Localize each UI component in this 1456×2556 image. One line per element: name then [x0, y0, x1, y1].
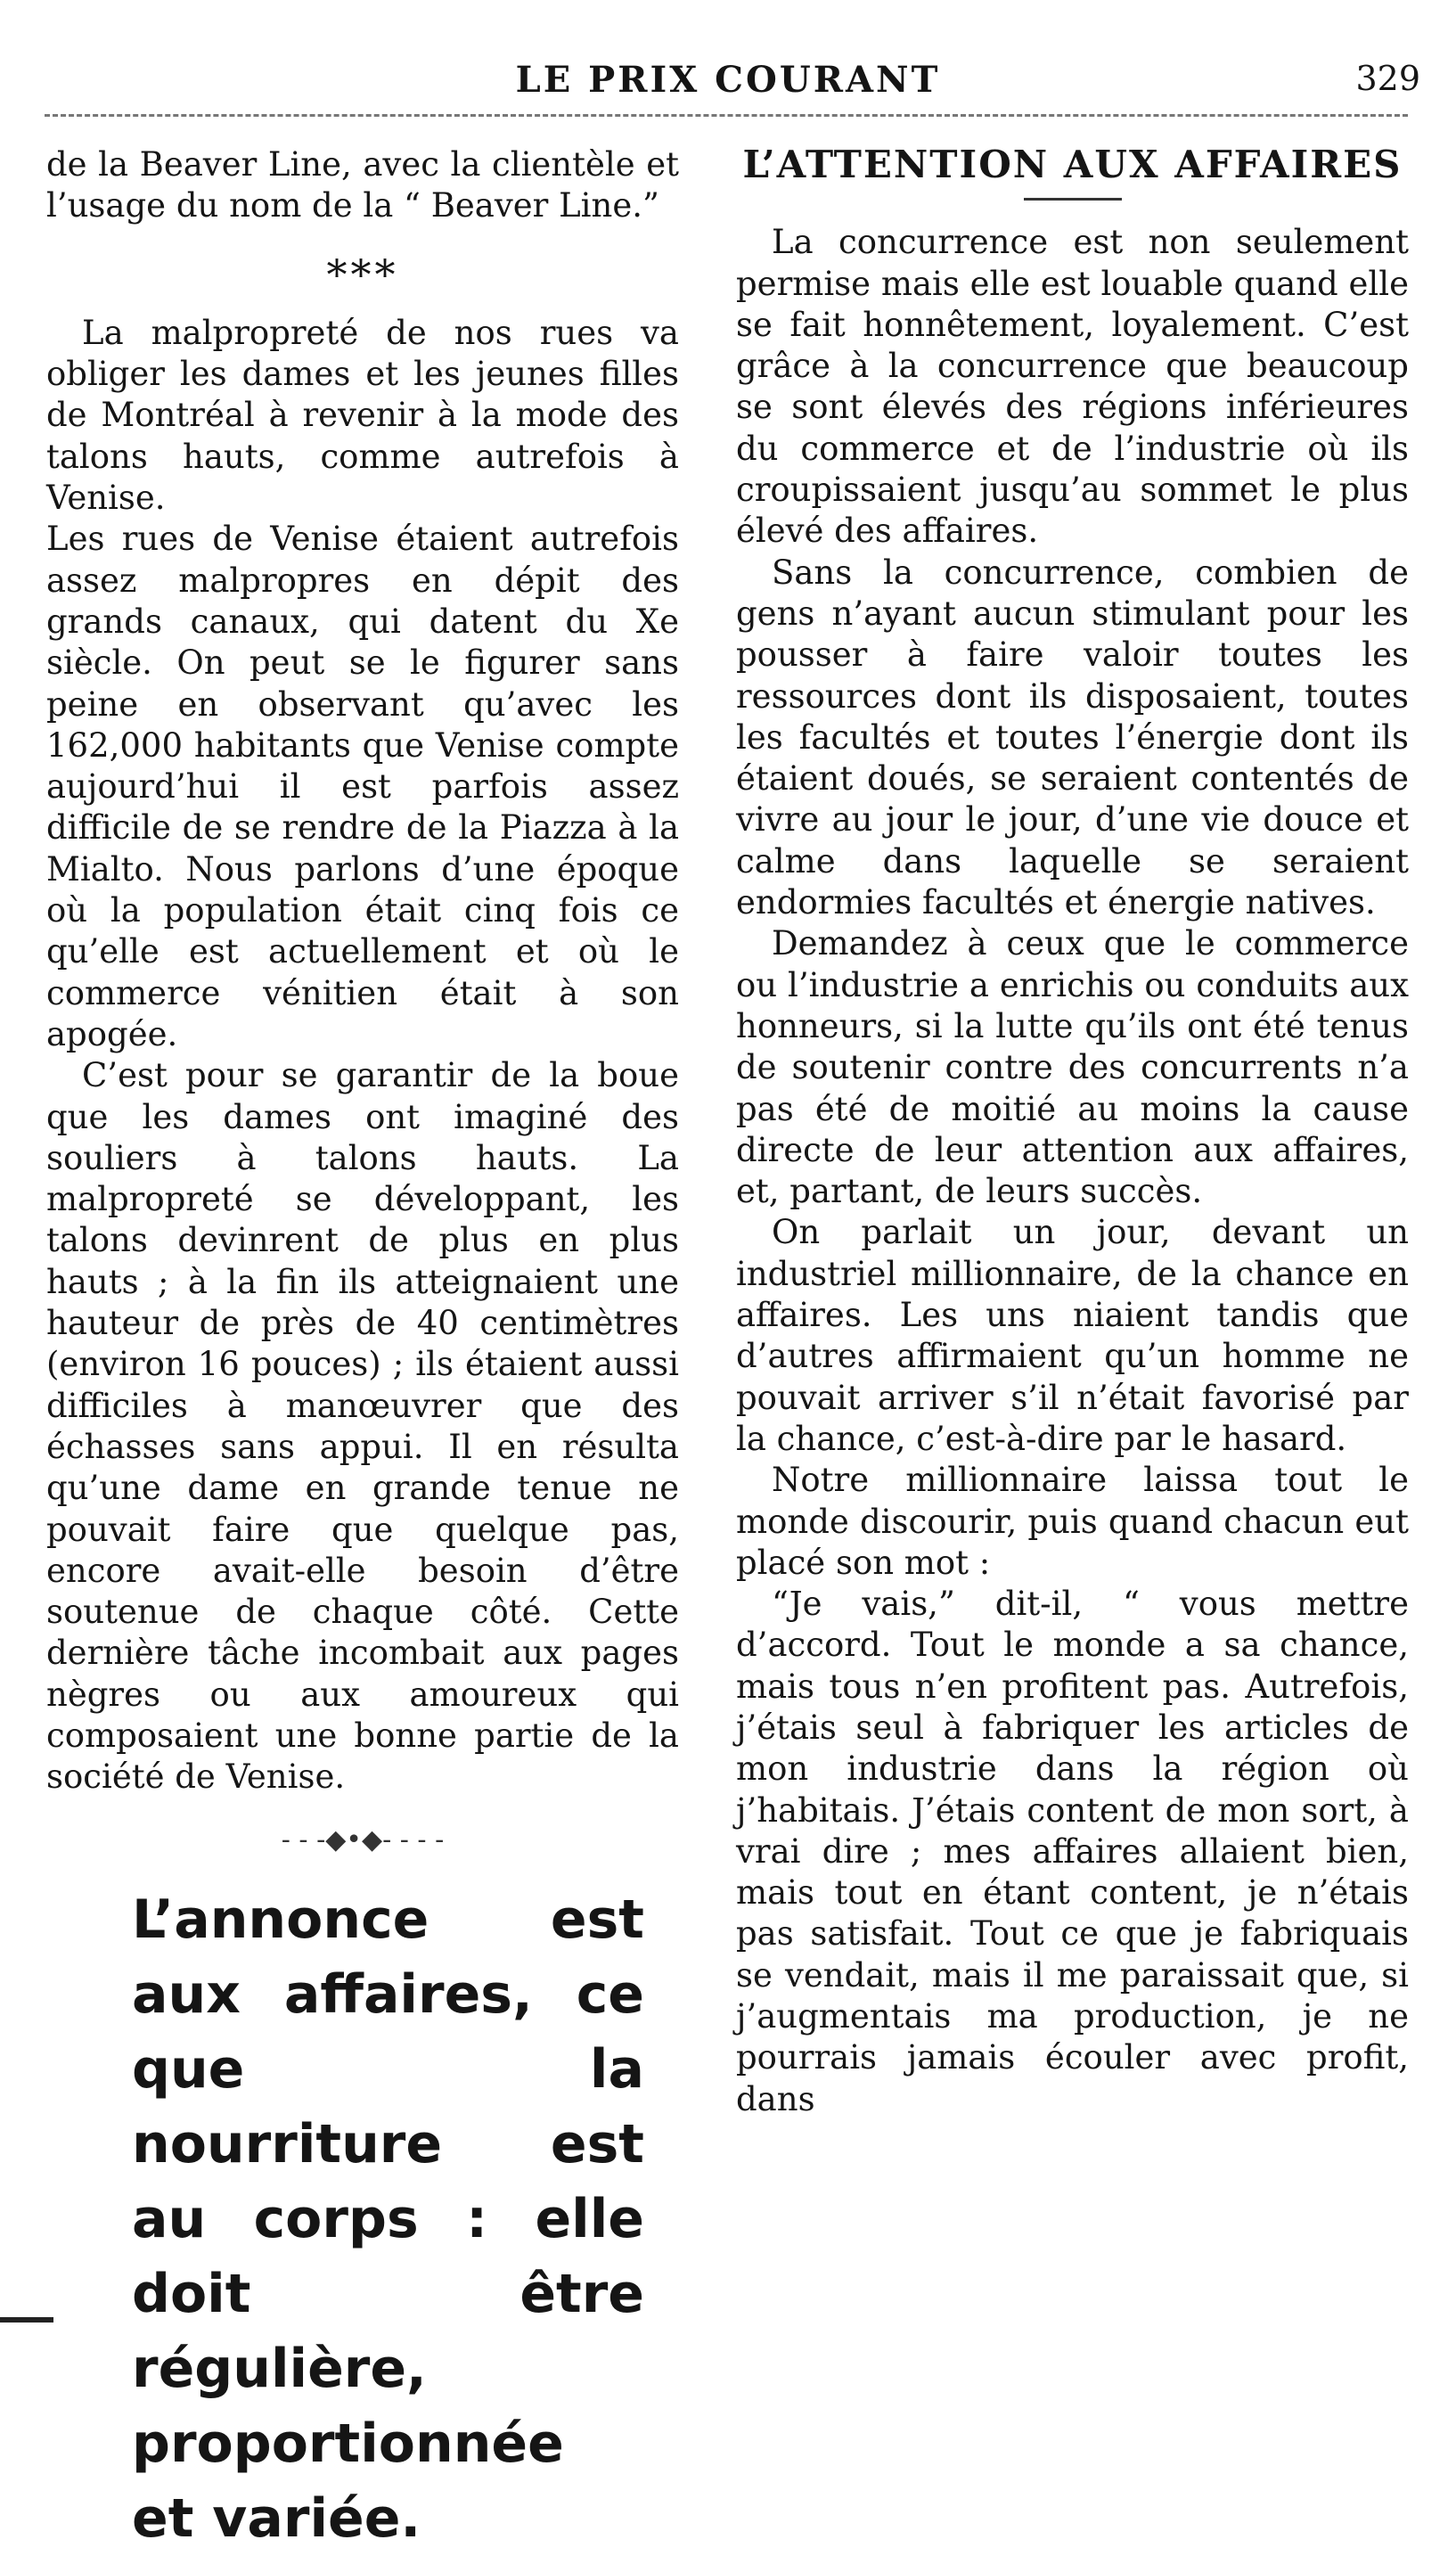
article-title: L’ATTENTION AUX AFFAIRES [742, 143, 1403, 186]
page-number: 329 [1355, 59, 1420, 98]
section-ornament: - - -◆•◆- - - - [281, 1823, 445, 1856]
paragraph: La malpropreté de nos rues va obliger les dames et les jeunes filles de Montréal à revenir à la mode des talons hauts, comme autrefois à Venise. [46, 313, 679, 518]
paragraph: Demandez à ceux que le commerce ou l’industrie a enrichis ou conduits aux honneurs, si la lutte qu’ils ont été tenus de soutenir contre des concurrents n’a pas été de moitié au moins la cause directe de leur attention aux affaires, et, partant, de leurs succès. [736, 924, 1409, 1211]
header-rule [45, 114, 1408, 117]
paragraph: de la Beaver Line, avec la clientèle et l’usage du nom de la “ Beaver Line.” [46, 145, 679, 225]
paragraph: Sans la concurrence, combien de gens n’ayant aucun stimulant pour les pousser à faire valoir toutes les ressources dont ils disposaient, toutes les facultés et toutes l’énergie dont ils étaient doués, se seraient contentés de vivre au jour le jour, d’une vie douce et calme dans laquelle se seraient endormies facultés et énergie natives. [736, 553, 1409, 922]
advertisement-quote: L’annonce est aux affaires, ce que la nourriture est au corps : elle doit être régulière, proportionnée et variée. [132, 1888, 644, 2550]
asterism: *** [326, 250, 399, 299]
paragraph: La concurrence est non seulement permise mais elle est louable quand elle se fait honnêtement, loyalement. C’est grâce à la concurrence que beaucoup se sont élevés des régions inférieures du commerce et de l’industrie où ils croupissaient jusqu’au sommet le plus élevé des affaires. [736, 223, 1409, 551]
title-rule [1024, 198, 1122, 201]
running-title: LE PRIX COURANT [515, 59, 941, 101]
right-column [736, 144, 1409, 2120]
page-header [0, 53, 1456, 116]
paragraph: Notre millionnaire laissa tout le monde discourir, puis quand chacun eut placé son mot : [736, 1461, 1409, 1582]
left-column [46, 144, 679, 2556]
page-edge-mark [0, 2317, 53, 2323]
paragraph: “Je vais,” dit-il, “ vous mettre d’accord. Tout le monde a sa chance, mais tous n’en profitent pas. Autrefois, j’étais seul à fabriquer les articles de mon industrie dans la région où j’habitais. J’étais content de mon sort, à vrai dire ; mes affaires allaient bien, mais tout en étant content, je n’étais pas satisfait. Tout ce que je fabriquais se vendait, mais il me paraissait que, si j’augmentais ma production, je ne pourrais jamais écouler avec profit, dans [736, 1585, 1409, 2118]
paragraph: On parlait un jour, devant un industriel millionnaire, de la chance en affaires. Les uns niaient tandis que d’autres affirmaient qu’un homme ne pouvait arriver s’il n’était favorisé par la chance, c’est-à-dire par le hasard. [736, 1213, 1409, 1458]
paragraph: C’est pour se garantir de la boue que les dames ont imaginé des souliers à talons hauts. La malpropreté se développant, les talons devinrent de plus en plus hauts ; à la fin ils atteignaient une hauteur de près de 40 centimètres (environ 16 pouces) ; ils étaient aussi difficiles à manœuvrer que des échasses sans appui. Il en résulta qu’une dame en grande tenue ne pouvait faire que quelque pas, encore avait-elle besoin d’être soutenue de chaque côté. Cette dernière tâche incombait aux pages nègres ou aux amoureux qui composaient une bonne partie de la société de Venise. [46, 1056, 679, 1797]
paragraph: Les rues de Venise étaient autrefois assez malpropres en dépit des grands canaux, qui datent du Xe siècle. On peut se le figurer sans peine en observant qu’avec les 162,000 habitants que Venise compte aujourd’hui il est parfois assez difficile de se rendre de la Piazza à la Mialto. Nous parlons d’une époque où la population était cinq fois ce qu’elle est actuellement et où le commerce vénitien était à son apogée. [46, 520, 679, 1053]
